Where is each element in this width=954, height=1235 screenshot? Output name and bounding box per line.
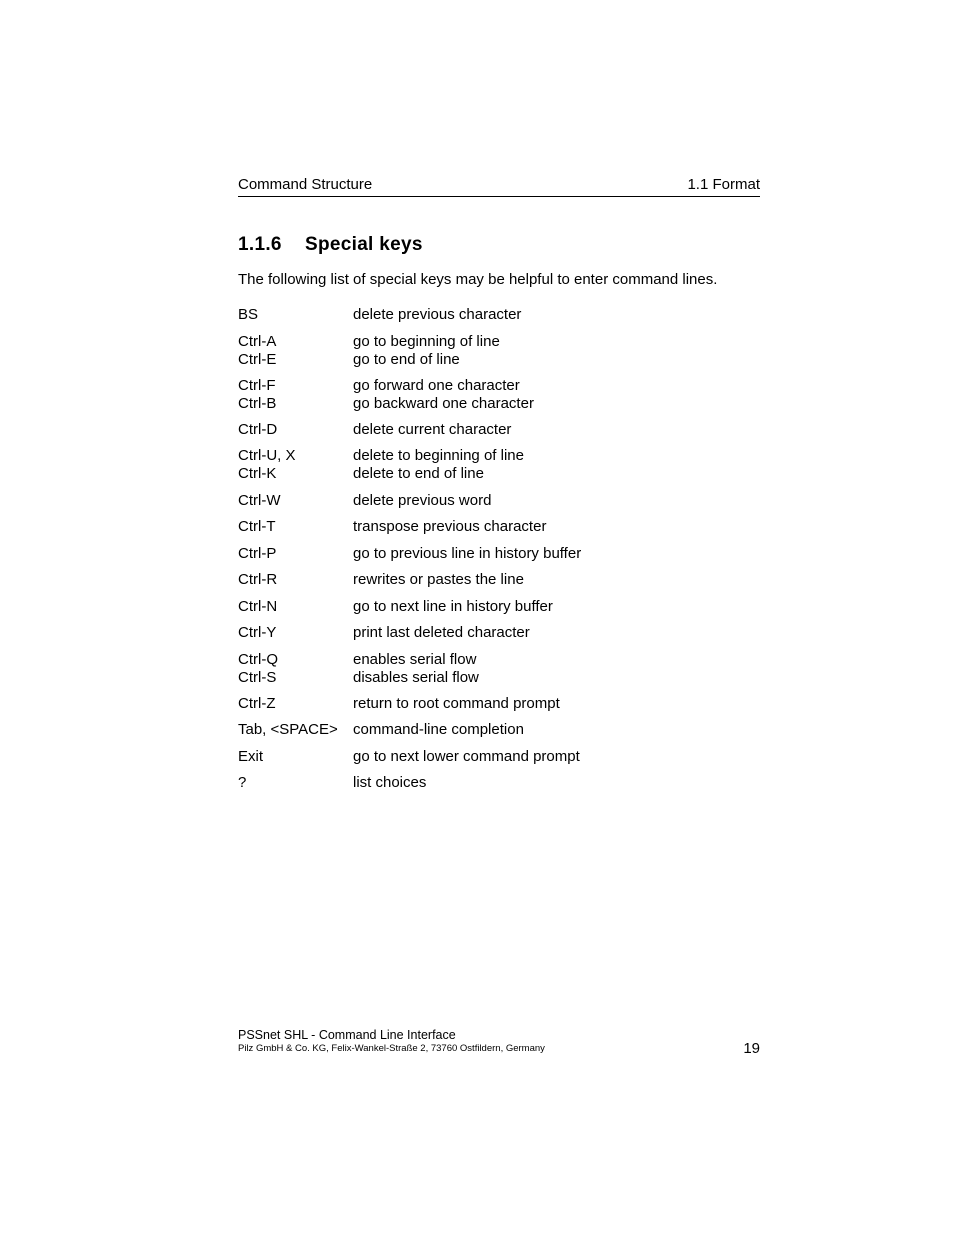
running-header-left: Command Structure [238,176,373,193]
key-descriptions [353,377,534,412]
key-description: list choices [353,774,427,791]
key-name: Ctrl-K [238,464,277,482]
section-heading [238,234,423,256]
key-name: Ctrl-N [238,598,278,615]
key-name: Exit [238,748,264,765]
key-name: Ctrl-A [238,333,277,350]
key-name: Ctrl-R [238,571,278,588]
key-names [238,421,277,439]
key-name: Ctrl-Q [238,651,278,668]
key-description: go forward one character [353,377,520,394]
key-descriptions [353,651,479,686]
key-names [238,306,258,324]
key-descriptions [353,306,521,324]
key-description: go to end of line [353,350,460,368]
page-number: 19 [743,1040,760,1057]
key-name: Ctrl-Y [238,624,277,641]
key-description: go to next lower command prompt [353,748,580,765]
key-name: Ctrl-S [238,668,277,686]
key-name: Ctrl-W [238,492,281,509]
key-descriptions [353,721,524,739]
footer-title: PSSnet SHL - Command Line Interface [238,1028,456,1042]
key-name: ? [238,774,247,791]
key-names [238,721,338,739]
header-rule [238,196,760,197]
key-description: go backward one character [353,394,534,412]
key-descriptions [353,421,511,439]
key-description: command-line completion [353,721,524,738]
key-description: go to next line in history buffer [353,598,553,615]
intro-paragraph: The following list of special keys may be helpful to enter command lines. [238,271,718,288]
key-description: go to beginning of line [353,333,500,350]
key-description: delete current character [353,421,512,438]
key-name: Ctrl-P [238,545,277,562]
key-names [238,624,276,642]
key-description: delete to end of line [353,464,484,482]
key-name: Ctrl-Z [238,695,276,712]
key-description: delete previous character [353,306,522,323]
key-name: Ctrl-E [238,350,277,368]
key-names [238,447,296,482]
key-names [238,774,246,792]
key-description: return to root command prompt [353,695,560,712]
key-descriptions [353,492,491,510]
key-descriptions [353,774,426,792]
key-descriptions [353,518,546,536]
key-description: delete to beginning of line [353,447,524,464]
key-description: print last deleted character [353,624,530,641]
key-names [238,377,276,412]
key-descriptions [353,695,560,713]
key-description: disables serial flow [353,668,479,686]
key-names [238,545,276,563]
footer-address: Pilz GmbH & Co. KG, Felix-Wankel-Straße 2, 73760 Ostfildern, Germany [238,1043,545,1054]
key-name: Ctrl-T [238,518,276,535]
key-names [238,695,276,713]
key-description: enables serial flow [353,651,477,668]
key-names [238,333,276,368]
key-descriptions [353,333,500,368]
key-names [238,651,278,686]
key-names [238,598,277,616]
key-description: rewrites or pastes the line [353,571,524,588]
key-names [238,571,277,589]
key-names [238,748,263,766]
key-names [238,518,276,536]
running-header-right: 1.1 Format [687,176,760,193]
key-descriptions [353,447,524,482]
key-name: Ctrl-U, X [238,447,296,464]
key-descriptions [353,545,581,563]
key-descriptions [353,598,553,616]
section-title: Special keys [305,234,423,255]
key-name: BS [238,306,259,323]
key-name: Ctrl-B [238,394,277,412]
key-descriptions [353,571,524,589]
key-description: delete previous word [353,492,492,509]
key-description: transpose previous character [353,518,547,535]
key-descriptions [353,624,530,642]
key-description: go to previous line in history buffer [353,545,582,562]
key-names [238,492,280,510]
section-number: 1.1.6 [238,234,282,255]
key-name: Ctrl-D [238,421,278,438]
key-descriptions [353,748,580,766]
key-name: Tab, <SPACE> [238,721,338,738]
key-name: Ctrl-F [238,377,276,394]
